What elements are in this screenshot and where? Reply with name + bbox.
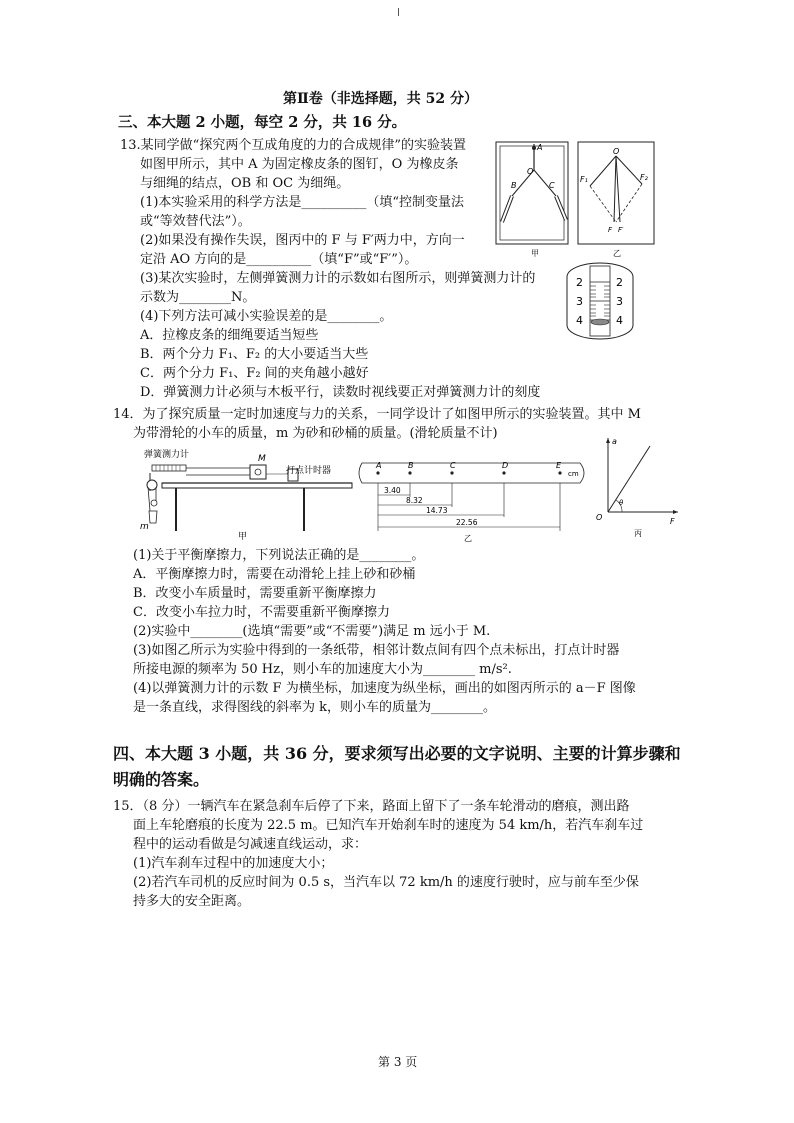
fig-label-f1: F₁	[580, 175, 588, 184]
scale-tick-right: 2	[616, 276, 623, 289]
q14-line: (1)关于平衡摩擦力，下列说法正确的是________。	[133, 548, 425, 563]
scale-tick-left: 4	[576, 314, 583, 327]
q13-spring-scale	[566, 262, 636, 342]
scale-tick-left: 2	[576, 276, 583, 289]
q14-figure-jia	[138, 443, 360, 543]
q14-line: 14．为了探究质量一定时加速度与力的关系，一同学设计了如图甲所示的实验装置。其中 M	[113, 407, 641, 422]
graph-label-o: O	[596, 513, 603, 522]
fig-label-m-big: M	[258, 454, 266, 464]
graph-label-f: F	[670, 517, 675, 526]
q15-line: 程中的运动看做是匀减速直线运动，求：	[133, 837, 368, 852]
q13-line: 13.某同学做“探究两个互成角度的力的合成规律”的实验装置	[120, 138, 466, 153]
tape-distance: 22.56	[456, 518, 478, 527]
q14-option: C．改变小车拉力时，不需要重新平衡摩擦力	[133, 605, 390, 620]
q13-option: B．两个分力 F₁、F₂ 的大小要适当大些	[140, 347, 369, 362]
fig-label-b: B	[511, 181, 517, 190]
fig-caption: 乙	[613, 249, 621, 258]
page-number: 第 3 页	[378, 1055, 418, 1069]
tape-distance: 14.73	[426, 506, 448, 515]
fig-label-c: C	[549, 181, 555, 190]
q14-line: 为带滑轮的小车的质量，m 为砂和砂桶的质量。(滑轮质量不计)	[133, 426, 498, 441]
scale-tick-right: 3	[616, 295, 623, 308]
scale-tick-left: 3	[576, 295, 583, 308]
q15-line: 面上车轮磨痕的长度为 22.5 m。已知汽车开始刹车时的速度为 54 km/h，若汽车刹车过	[133, 818, 644, 833]
graph-label-theta: θ	[619, 499, 624, 507]
q13-option: A．拉橡皮条的细绳要适当短些	[140, 328, 319, 343]
q13-line: 或“等效替代法”）。	[140, 214, 251, 229]
q15-line: 持多大的安全距离。	[133, 894, 251, 909]
q13-figure-yi	[576, 140, 658, 260]
q14-figure-bing	[594, 432, 684, 542]
section-3-title: 三、本大题 2 小题，每空 2 分，共 16 分。	[118, 114, 407, 131]
fig-label-o: O	[527, 167, 534, 176]
fig-label-spring: 弹簧测力计	[144, 450, 190, 460]
q13-line: 与细绳的结点，OB 和 OC 为细绳。	[140, 176, 350, 191]
tape-point-b: B	[408, 461, 414, 470]
fig-label-m-small: m	[140, 522, 149, 532]
tape-point-c: C	[450, 461, 456, 470]
q13-line: (4)下列方法可减小实验误差的是________。	[140, 309, 393, 324]
q14-option: B．改变小车质量时，需要重新平衡摩擦力	[133, 586, 377, 601]
tape-distance: 3.40	[384, 486, 401, 495]
fig-caption: 丙	[634, 529, 642, 538]
q14-line: (3)如图乙所示为实验中得到的一条纸带，相邻计数点间有四个点未标出，打点计时器	[133, 643, 620, 658]
fig-caption: 甲	[531, 249, 539, 258]
fig-label-fprime: F′	[618, 226, 624, 234]
fig-label-f: F	[608, 226, 613, 234]
fig-caption: 甲	[238, 532, 248, 542]
q13-option: C．两个分力 F₁、F₂ 间的夹角越小越好	[140, 366, 369, 381]
q14-line: 是一条直线，求得图线的斜率为 k，则小车的质量为________。	[133, 700, 497, 715]
q14-option: A．平衡摩擦力时，需要在动滑轮上挂上砂和砂桶	[133, 567, 416, 582]
tape-point-e: E	[556, 461, 562, 470]
tape-point-d: D	[502, 461, 509, 470]
q13-line: 定沿 AO 方向的是__________（填“F”或“F′”）。	[140, 252, 418, 267]
fig-caption: 乙	[464, 534, 472, 543]
tape-distance: 8.32	[406, 496, 423, 505]
part-title: 第Ⅱ卷（非选择题，共 52 分）	[283, 91, 479, 107]
q13-figure-jia	[494, 140, 574, 260]
q13-line: 如图甲所示，其中 A 为固定橡皮条的图钉，O 为橡皮条	[140, 157, 459, 172]
q15-line: (2)若汽车司机的反应时间为 0.5 s，当汽车以 72 km/h 的速度行驶时，应与前车至少保	[133, 875, 639, 890]
q14-line: (2)实验中________(选填“需要”或“不需要”)满足 m 远小于 M.	[133, 624, 491, 639]
q14-line: (4)以弹簧测力计的示数 F 为横坐标，加速度为纵坐标，画出的如图丙所示的 a－F 图像	[133, 681, 636, 696]
tape-point-a: A	[376, 461, 382, 470]
q14-figure-yi	[358, 453, 592, 545]
q13-line: (1)本实验采用的科学方法是__________（填“控制变量法	[140, 195, 465, 210]
scale-tick-right: 4	[616, 314, 623, 327]
q13-line: 示数为________N。	[140, 290, 256, 305]
fig-label-a: A	[537, 143, 543, 152]
fig-label-f2: F₂	[640, 173, 648, 182]
graph-label-a: a	[612, 437, 617, 446]
q15-line: 15．（8 分）一辆汽车在紧急刹车后停了下来，路面上留下了一条车轮滑动的磨痕，测出路	[113, 799, 630, 814]
q13-line: (2)如果没有操作失误，图丙中的 F 与 F′两力中，方向一	[140, 233, 465, 248]
fig-label-o: O	[613, 147, 620, 156]
q13-line: (3)某次实验时，左侧弹簧测力计的示数如右图所示，则弹簧测力计的	[140, 271, 536, 286]
section-4-title: 四、本大题 3 小题，共 36 分，要求须写出必要的文字说明、主要的计算步骤和	[113, 744, 681, 763]
q15-line: (1)汽车刹车过程中的加速度大小；	[133, 856, 334, 871]
section-4-title: 明确的答案。	[113, 770, 210, 789]
top-mark	[398, 8, 399, 16]
tape-unit: cm	[568, 470, 579, 478]
q13-option: D．弹簧测力计必须与木板平行，读数时视线要正对弹簧测力计的刻度	[140, 385, 541, 400]
fig-label-timer: 打点计时器	[286, 466, 332, 476]
q14-line: 所接电源的频率为 50 Hz，则小车的加速度大小为________ m/s².	[133, 662, 512, 677]
